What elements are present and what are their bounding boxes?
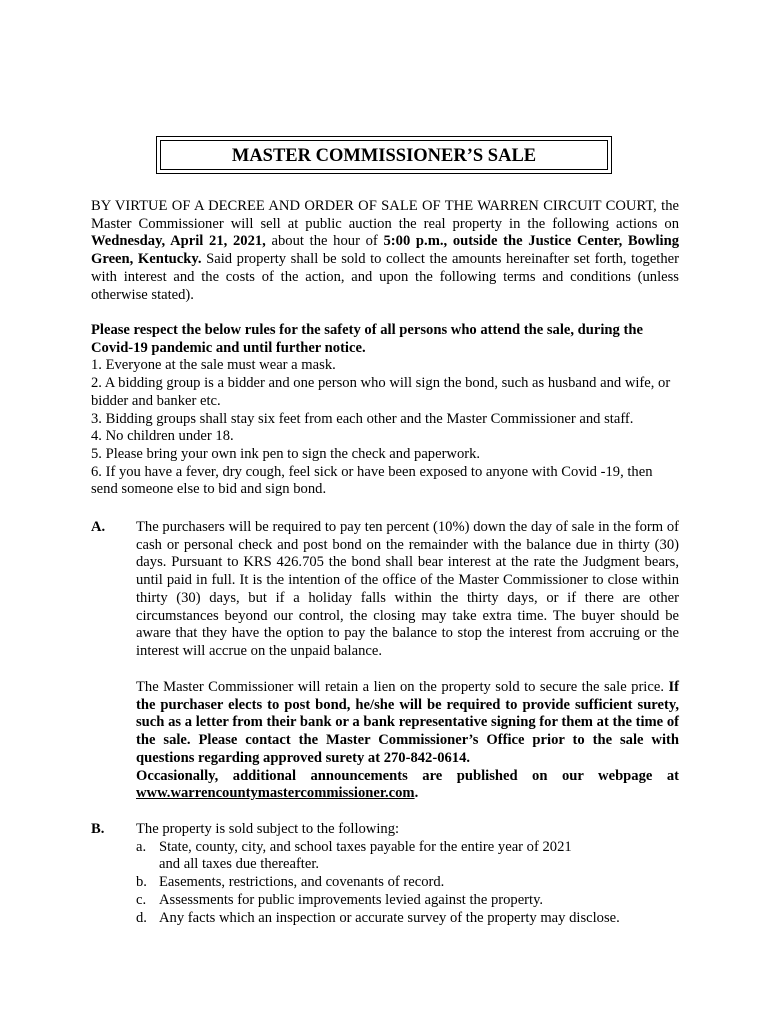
section-b-intro: The property is sold subject to the following:	[136, 821, 400, 837]
bond-notice: If the purchaser elects to post bond, he/she will be required to provide sufficient surety, such as a letter from their bank or a bank representative signing for them at the time of the sale. Please contact the Master Commissioner’s Office prior to the sale with questions regarding approved surety at 270-842-0614.	[136, 679, 679, 766]
section-a-paragraph-2	[136, 679, 679, 803]
webpage-link[interactable]: www.warrencountymastercommissioner.com	[136, 785, 415, 802]
list-item	[136, 892, 679, 910]
sale-time-location: 5:00 p.m., outside the Justice Center, Bowling Green, Kentucky.	[91, 233, 680, 268]
list-letter: d.	[136, 909, 147, 926]
lead-paragraph	[91, 198, 679, 304]
announcements-text: Occasionally, additional announcements are published on our webpage at	[136, 767, 679, 784]
rule-item: 1. Everyone at the sale must wear a mask.	[91, 357, 336, 374]
section-b-label: B.	[91, 821, 105, 837]
rules-heading: Please respect the below rules for the safety of all persons who attend the sale, during the Covid-19 pandemic and until further notice.	[91, 322, 643, 356]
rule-item: 5. Please bring your own ink pen to sign the check and paperwork.	[91, 445, 481, 462]
list-letter: c.	[136, 891, 147, 908]
list-text-continued: and all taxes due thereafter.	[159, 856, 320, 873]
covid-rules	[91, 322, 679, 499]
section-a-label: A.	[91, 519, 106, 535]
title-frame	[156, 136, 612, 174]
list-text: Assessments for public improvements levied against the property.	[159, 891, 544, 908]
lien-text: The Master Commissioner will retain a lien on the property sold to secure the sale price.	[136, 679, 664, 695]
list-letter: a.	[136, 838, 147, 855]
rule-item: 6. If you have a fever, dry cough, feel sick or have been exposed to anyone with Covid -19, then send someone else to bid and sign bond.	[91, 463, 653, 498]
rule-item: 3. Bidding groups shall stay six feet from each other and the Master Commissioner and staff.	[91, 410, 634, 427]
lead-text-3: Said property shall be sold to collect the amounts hereinafter set forth, together with interest and the costs of the action, and upon the following terms and conditions (unless otherwise stated).	[91, 251, 679, 303]
list-item	[136, 910, 679, 928]
lead-text-2: about the hour of	[265, 233, 384, 250]
list-item	[136, 874, 679, 892]
list-letter: b.	[136, 874, 147, 891]
list-item	[136, 839, 679, 857]
list-text: Easements, restrictions, and covenants of record.	[159, 874, 445, 891]
section-b-list	[136, 821, 679, 927]
page-title: MASTER COMMISSIONER’S SALE	[160, 140, 608, 170]
list-text: State, county, city, and school taxes payable for the entire year of 2021	[159, 838, 572, 855]
sale-date: Wednesday, April 21, 2021,	[91, 233, 266, 250]
rule-item: 4. No children under 18.	[91, 428, 234, 445]
lead-text-1: BY VIRTUE OF A DECREE AND ORDER OF SALE OF THE WARREN CIRCUIT COURT, the Master Commissioner will sell at public auction the real property in the following actions on	[91, 198, 679, 232]
section-a-paragraph-1: The purchasers will be required to pay ten percent (10%) down the day of sale in the form of cash or personal check and post bond on the remainder with the balance due in thirty (30) days. Pursuant to KRS 426.705 the bond shall bear interest at the rate the Judgment bears, until paid in full. It is the intention of the office of the Master Commissioner to close within thirty (30) days, but if a holiday falls within the thirty days, or if there are other circumstances beyond our control, the closing may take extra time. The buyer should be aware that they have the option to pay the balance to stop the interest from accruing or the interest will accrue on the unpaid balance.	[136, 519, 679, 659]
list-text: Any facts which an inspection or accurate survey of the property may disclose.	[159, 909, 620, 926]
period: .	[414, 785, 419, 802]
rule-item: 2. A bidding group is a bidder and one person who will sign the bond, such as husband and wife, or bidder and banker etc.	[91, 375, 671, 409]
